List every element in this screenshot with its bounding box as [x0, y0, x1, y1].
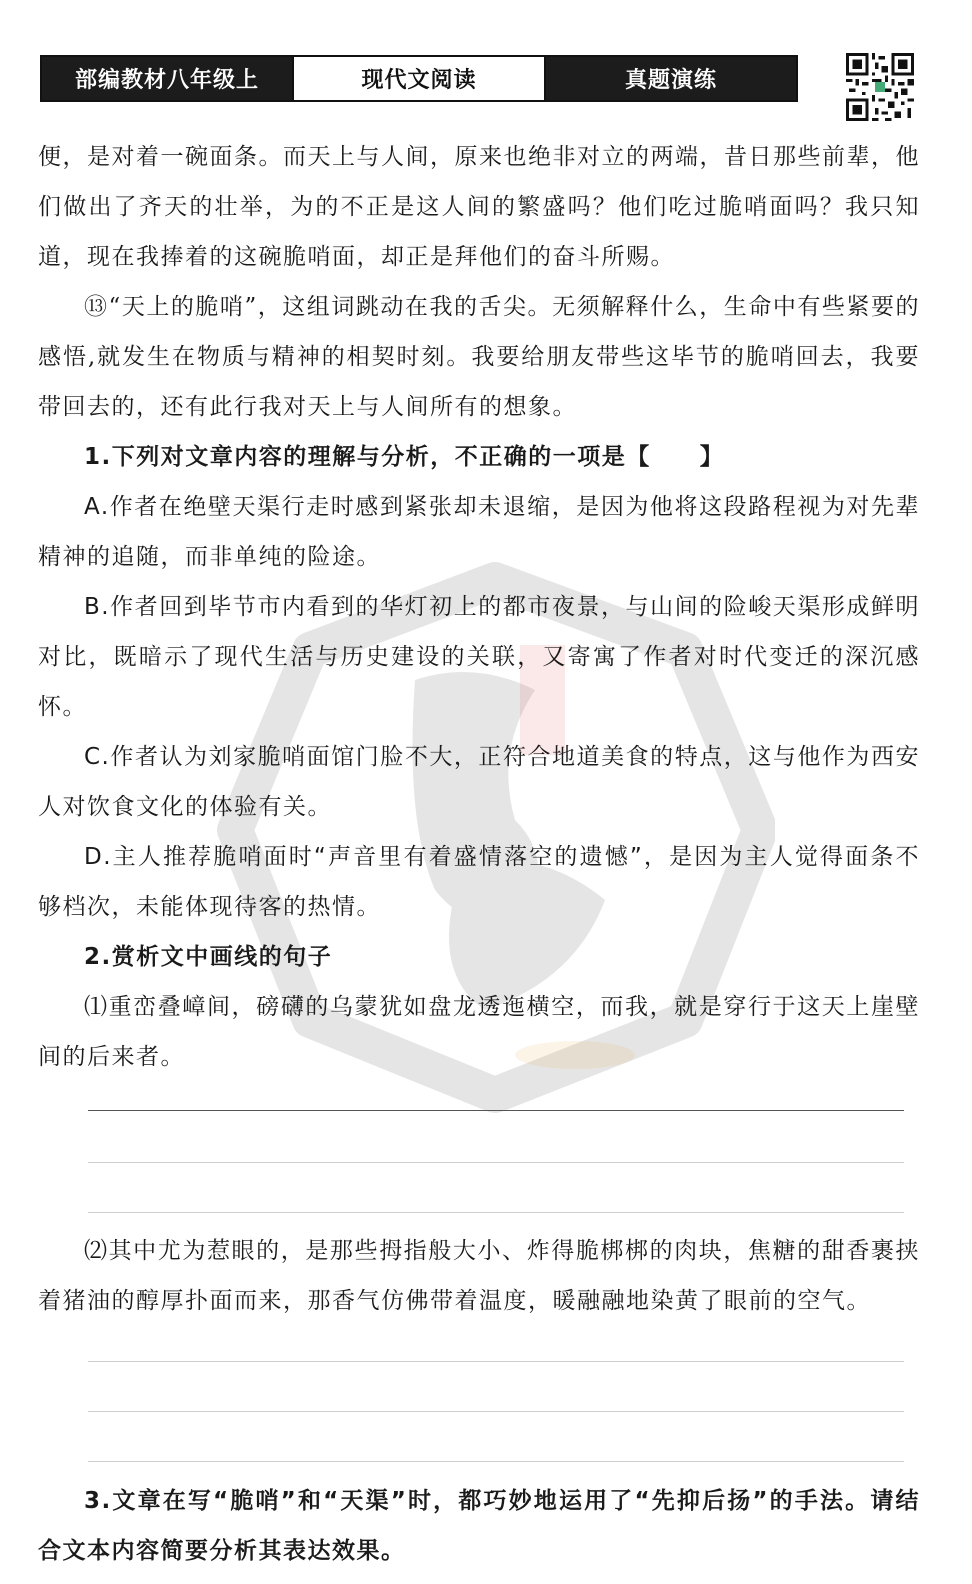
- header-bar: [40, 55, 798, 102]
- header-grade: 部编教材八年级上: [42, 57, 292, 100]
- question-1-stem: 1.下列对文章内容的理解与分析，不正确的一项是【 】: [84, 444, 725, 470]
- header-section: 真题演练: [546, 57, 796, 100]
- question-2-sentence-1: ⑴重峦叠嶂间，磅礴的乌蒙犹如盘龙透迤横空，而我，就是穿行于这天上崖壁间的后来者。: [38, 994, 920, 1070]
- question-3-stem: 3.文章在写“脆哨”和“天渠”时，都巧妙地运用了“先抑后扬”的手法。请结合文本内容简要分析其表达效果。: [38, 1488, 920, 1564]
- header-subject: 现代文阅读: [292, 57, 546, 100]
- question-1-option-c: C.作者认为刘家脆哨面馆门脸不大，正符合地道美食的特点，这与他作为西安人对饮食文化的体验有关。: [38, 744, 920, 820]
- answer-line[interactable]: [88, 1361, 904, 1362]
- answer-line[interactable]: [88, 1411, 904, 1412]
- answer-line[interactable]: [88, 1212, 904, 1213]
- passage-paragraph-13: ⑬“天上的脆哨”，这组词跳动在我的舌尖。无须解释什么，生命中有些紧要的感悟,就发生在物质与精神的相契时刻。我要给朋友带些这毕节的脆哨回去，我要带回去的，还有此行我对天上与人间所有的想象。: [38, 294, 920, 420]
- passage-paragraph-continued: 便，是对着一碗面条。而天上与人间，原来也绝非对立的两端，昔日那些前辈，他们做出了齐天的壮举，为的不正是这人间的繁盛吗？他们吃过脆哨面吗？我只知道，现在我捧着的这碗脆哨面，却正是拜他们的奋斗所赐。: [38, 144, 920, 270]
- question-1-option-b: B.作者回到毕节市内看到的华灯初上的都市夜景，与山间的险峻天渠形成鲜明对比，既暗示了现代生活与历史建设的关联，又寄寓了作者对时代变迁的深沉感怀。: [38, 594, 920, 720]
- question-3-block: [38, 1476, 920, 1576]
- answer-line[interactable]: [88, 1110, 904, 1111]
- answer-line[interactable]: [88, 1461, 904, 1462]
- question-1-option-a: A.作者在绝壁天渠行走时感到紧张却未退缩，是因为他将这段路程视为对先辈精神的追随，而非单纯的险途。: [38, 494, 920, 570]
- answer-line[interactable]: [88, 1162, 904, 1163]
- page-content: [38, 132, 920, 1082]
- question-2-part-2: [38, 1226, 920, 1326]
- qr-code-icon[interactable]: [846, 53, 914, 121]
- question-1-option-d: D.主人推荐脆哨面时“声音里有着盛情落空的遗憾”，是因为主人觉得面条不够档次，未能体现待客的热情。: [38, 844, 920, 920]
- question-2-sentence-2: ⑵其中尤为惹眼的，是那些拇指般大小、炸得脆梆梆的肉块，焦糖的甜香裹挟着猪油的醇厚扑面而来，那香气仿佛带着温度，暖融融地染黄了眼前的空气。: [38, 1238, 920, 1314]
- question-2-stem: 2.赏析文中画线的句子: [84, 944, 333, 970]
